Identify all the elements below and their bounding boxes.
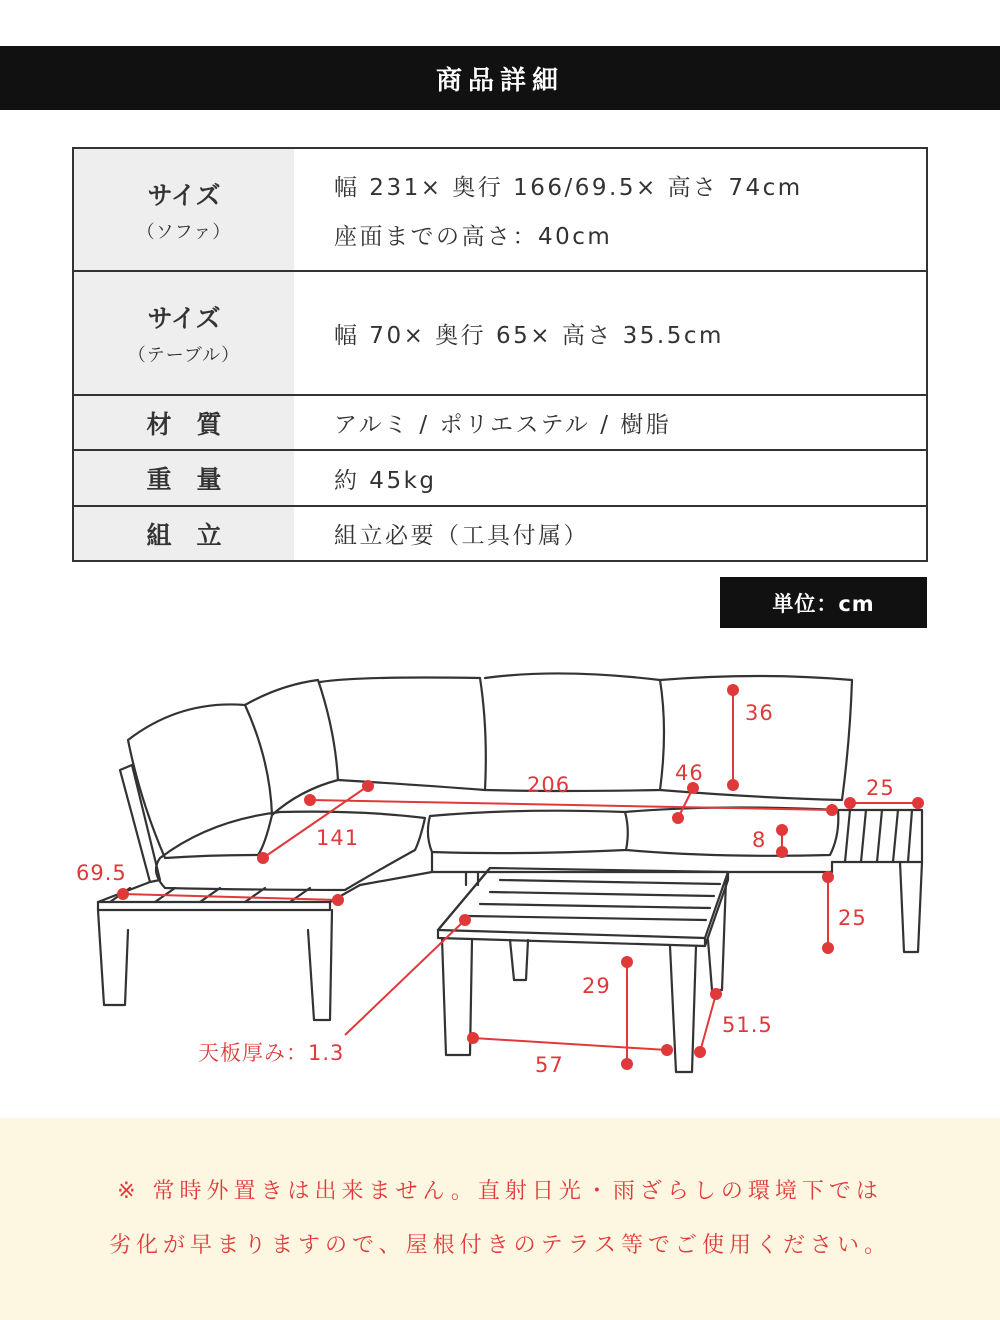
spec-label-cell — [74, 451, 294, 505]
spec-label-cell — [74, 272, 294, 394]
dim-table-width: 57 — [535, 1053, 564, 1077]
dim-chaise-width: 69.5 — [76, 861, 127, 885]
spec-label-cell — [74, 507, 294, 560]
dim-table-depth: 51.5 — [722, 1013, 773, 1037]
spec-sublabel: （テーブル） — [127, 345, 241, 366]
spec-label-cell — [74, 396, 294, 449]
dim-seat-width: 206 — [527, 773, 571, 797]
spec-label: サイズ — [147, 304, 221, 333]
notice-line-2: 劣化が早まりますので、屋根付きのテラス等でご使用ください。 — [109, 1233, 891, 1258]
spec-value: 幅 70× 奥行 65× 高さ 35.5cm — [334, 322, 724, 349]
spec-row-material — [74, 396, 926, 451]
spec-row-assembly — [74, 507, 926, 560]
sofa-outline — [98, 673, 922, 1072]
section-title: 商品詳細 — [435, 65, 564, 96]
dimension-markers — [118, 685, 923, 1069]
section-header — [0, 46, 1000, 110]
spec-value: 約 45kg — [334, 467, 437, 494]
spec-value: 幅 231× 奥行 166/69.5× 高さ 74cm — [334, 174, 803, 201]
dim-seat-depth: 46 — [675, 761, 704, 785]
notice-box — [0, 1118, 1000, 1320]
dim-side-table-height: 25 — [838, 906, 867, 930]
dim-corner-seat-length: 141 — [316, 826, 360, 850]
dim-side-table-width: 25 — [866, 776, 895, 800]
spec-label: サイズ — [147, 180, 221, 210]
spec-label: 材 質 — [146, 409, 222, 439]
dim-table-height: 29 — [582, 974, 611, 998]
spec-table — [72, 147, 928, 562]
spec-label: 組 立 — [146, 520, 222, 550]
spec-value-seat-height: 座面までの高さ：40cm — [334, 223, 613, 250]
spec-value-cell — [294, 507, 926, 560]
dim-tabletop-thickness: 天板厚み：1.3 — [198, 1041, 345, 1065]
furniture-dimension-diagram — [0, 640, 1000, 1110]
spec-value-cell — [294, 396, 926, 449]
spec-row-weight — [74, 451, 926, 507]
spec-value-cell — [294, 272, 926, 394]
dim-back-cushion-height: 36 — [745, 701, 774, 725]
spec-value-cell — [294, 149, 926, 270]
unit-label: 単位：cm — [772, 591, 875, 616]
spec-value-cell — [294, 451, 926, 505]
spec-label-cell — [74, 149, 294, 270]
spec-value: アルミ / ポリエステル / 樹脂 — [334, 412, 672, 438]
spec-row-table-size — [74, 272, 926, 396]
unit-badge — [720, 577, 927, 628]
spec-value: 組立必要（工具付属） — [334, 523, 589, 549]
dim-seat-cushion-thickness: 8 — [752, 828, 767, 852]
spec-row-sofa-size — [74, 149, 926, 272]
notice-line-1: ※ 常時外置きは出来ません。直射日光・雨ざらしの環境下では — [117, 1179, 883, 1204]
spec-sublabel: （ソファ） — [136, 221, 232, 243]
spec-label: 重 量 — [146, 465, 222, 494]
